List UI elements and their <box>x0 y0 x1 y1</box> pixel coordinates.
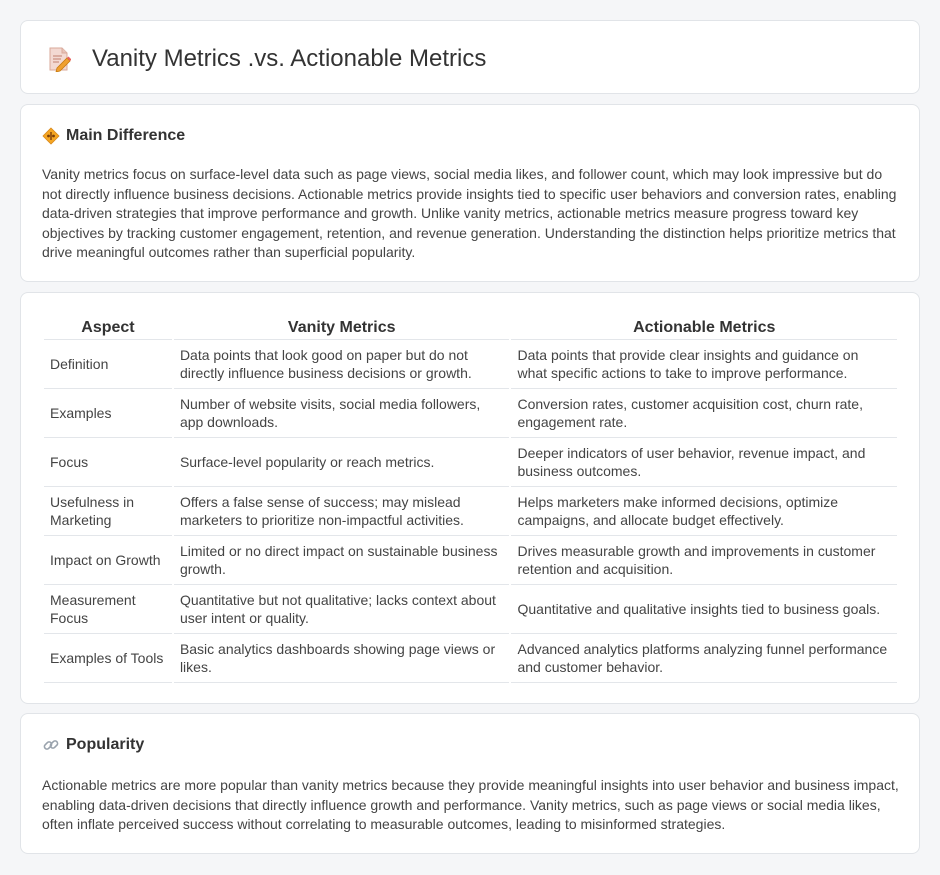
main-difference-section <box>20 104 920 282</box>
table-row <box>44 438 897 487</box>
cell-aspect: Usefulness in Marketing <box>44 487 172 536</box>
cell-vanity: Basic analytics dashboards showing page views or likes. <box>174 634 510 683</box>
cell-aspect: Measurement Focus <box>44 585 172 634</box>
table-row <box>44 634 897 683</box>
header-actionable: Actionable Metrics <box>511 314 897 340</box>
title-card <box>20 20 920 94</box>
cell-actionable: Drives measurable growth and improvements in customer retention and acquisition. <box>511 536 897 585</box>
table-row <box>44 536 897 585</box>
header-aspect: Aspect <box>44 314 172 340</box>
main-difference-text: Vanity metrics focus on surface-level data such as page views, social media likes, and follower count, which may look impressive but do not directly influence business decisions. Actionable metrics provide insights tied to specific user behaviors and conversion rates, enabling data-driven strategies that improve performance and growth. Unlike vanity metrics, actionable metrics measure progress toward key objectives by tracking customer engagement, retention, and revenue generation. Understanding the distinction helps prioritize metrics that drive meaningful outcomes rather than superficial popularity. <box>42 166 897 261</box>
cell-vanity: Data points that look good on paper but do not directly influence business decisions or growth. <box>174 340 510 389</box>
cell-aspect: Examples of Tools <box>44 634 172 683</box>
diamond-warning-icon <box>42 127 60 145</box>
header-vanity: Vanity Metrics <box>174 314 510 340</box>
cell-aspect: Definition <box>44 340 172 389</box>
cell-actionable: Quantitative and qualitative insights tied to business goals. <box>511 585 897 634</box>
cell-vanity: Offers a false sense of success; may mislead marketers to prioritize non-impactful activities. <box>174 487 510 536</box>
table-row <box>44 389 897 438</box>
table-row <box>44 585 897 634</box>
link-icon <box>42 736 60 754</box>
popularity-text: Actionable metrics are more popular than vanity metrics because they provide meaningful insights into user behavior and business impact, enabling data-driven decisions that directly influence growth and performance. Vanity metrics, such as page views or social media likes, often inflate perceived success without correlating to measurable outcomes, leading to misinformed strategies. <box>42 777 899 833</box>
cell-aspect: Focus <box>44 438 172 487</box>
comparison-table <box>42 314 899 683</box>
document-pencil-icon <box>47 46 71 72</box>
popularity-heading: Popularity <box>66 736 145 753</box>
cell-actionable: Conversion rates, customer acquisition cost, churn rate, engagement rate. <box>511 389 897 438</box>
cell-actionable: Deeper indicators of user behavior, revenue impact, and business outcomes. <box>511 438 897 487</box>
cell-aspect: Impact on Growth <box>44 536 172 585</box>
cell-vanity: Quantitative but not qualitative; lacks context about user intent or quality. <box>174 585 510 634</box>
cell-actionable: Helps marketers make informed decisions, optimize campaigns, and allocate budget effectively. <box>511 487 897 536</box>
comparison-section <box>20 292 920 704</box>
page-title: Vanity Metrics .vs. Actionable Metrics <box>92 45 487 72</box>
cell-vanity: Limited or no direct impact on sustainable business growth. <box>174 536 510 585</box>
table-header-row <box>44 314 897 340</box>
cell-aspect: Examples <box>44 389 172 438</box>
cell-actionable: Data points that provide clear insights and guidance on what specific actions to take to improve performance. <box>511 340 897 389</box>
cell-actionable: Advanced analytics platforms analyzing funnel performance and customer behavior. <box>511 634 897 683</box>
table-row <box>44 340 897 389</box>
cell-vanity: Surface-level popularity or reach metrics. <box>174 438 510 487</box>
table-row <box>44 487 897 536</box>
main-difference-heading: Main Difference <box>66 127 186 144</box>
cell-vanity: Number of website visits, social media followers, app downloads. <box>174 389 510 438</box>
popularity-section <box>20 713 920 854</box>
